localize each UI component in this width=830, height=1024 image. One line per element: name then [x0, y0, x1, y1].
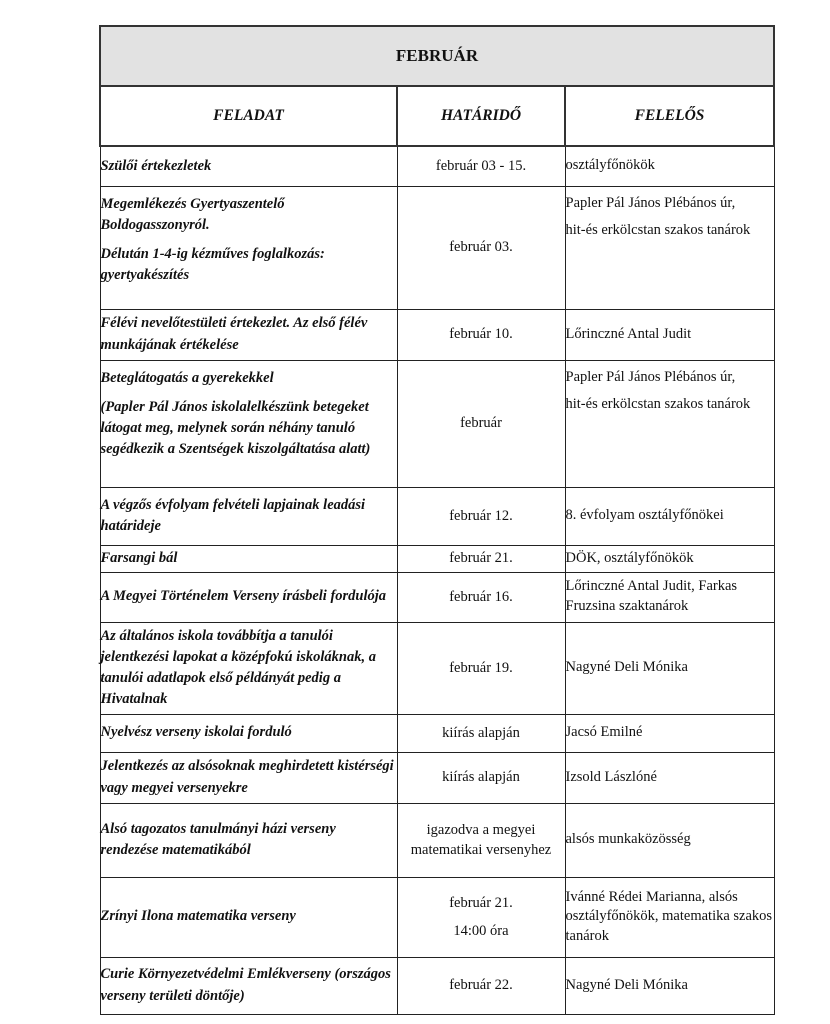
- responsible-cell: [565, 309, 774, 360]
- column-header-deadline: HATÁRIDŐ: [397, 86, 565, 146]
- task-cell: [100, 877, 397, 957]
- deadline-cell: [397, 360, 565, 487]
- task-cell-text: Beteglátogatás a gyerekekkel: [100, 369, 274, 386]
- table-row: [100, 186, 774, 309]
- responsible-cell: [565, 877, 774, 957]
- task-cell: [100, 752, 397, 803]
- column-header-row: [100, 86, 774, 146]
- deadline-cell: [397, 572, 565, 622]
- responsible-cell-text: Ivánné Rédei Marianna, alsós osztályfőnökök, matematika szakos tanárok: [565, 888, 773, 944]
- task-cell: [100, 487, 397, 545]
- deadline-cell: [397, 487, 565, 545]
- february-schedule-table: [99, 25, 775, 1015]
- task-cell-text: Nyelvész verseny iskolai forduló: [100, 724, 292, 741]
- responsible-cell-text: Papler Pál János Plébános úr,: [565, 194, 736, 211]
- responsible-cell-text: Lőrinczné Antal Judit: [565, 325, 692, 342]
- table-row: [100, 752, 774, 803]
- column-header-task: FELADAT: [100, 86, 397, 146]
- table-row: [100, 622, 774, 714]
- responsible-cell-text: alsós munkaközösség: [565, 831, 691, 848]
- responsible-cell-text: DÖK, osztályfőnökök: [565, 549, 694, 566]
- table-row: [100, 957, 774, 1014]
- deadline-cell-text: február 22.: [449, 977, 513, 994]
- responsible-cell: [565, 186, 774, 309]
- deadline-cell: [397, 622, 565, 714]
- deadline-cell-text: február 16.: [449, 588, 513, 605]
- task-cell-text: Alsó tagozatos tanulmányi házi verseny rendezése matematikából: [100, 820, 336, 858]
- deadline-cell-text: február: [460, 415, 502, 432]
- deadline-cell-text: 14:00 óra: [453, 923, 509, 939]
- table-row: [100, 360, 774, 487]
- task-cell: [100, 545, 397, 572]
- task-cell: [100, 146, 397, 186]
- responsible-cell-text: Izsold Lászlóné: [565, 768, 657, 785]
- task-cell-text: Félévi nevelőtestületi értekezlet. Az első félév munkájának értékelése: [100, 315, 368, 353]
- task-cell-text: Farsangi bál: [100, 549, 178, 566]
- deadline-cell: [397, 309, 565, 360]
- task-cell: [100, 360, 397, 487]
- task-cell-text: (Papler Pál János iskolalelkészünk betegeket látogat meg, melynek során néhány tanuló segédkezik a Szentségek kiszolgáltatása alatt): [100, 398, 371, 457]
- task-cell-text: A Megyei Történelem Verseny írásbeli fordulója: [100, 588, 387, 605]
- responsible-cell: [565, 146, 774, 186]
- task-cell: [100, 186, 397, 309]
- schedule-body: [100, 146, 774, 1014]
- task-cell-text: A végzős évfolyam felvételi lapjainak leadási határideje: [100, 496, 366, 534]
- deadline-cell-text: igazodva a megyei matematikai versenyhez: [410, 821, 552, 858]
- task-cell-text: Szülői értekezletek: [100, 157, 212, 174]
- table-row: [100, 877, 774, 957]
- column-header-responsible: FELELŐS: [565, 86, 774, 146]
- responsible-cell-text: Nagyné Deli Mónika: [565, 976, 688, 993]
- responsible-cell: [565, 545, 774, 572]
- task-cell-text: Curie Környezetvédelmi Emlékverseny (országos verseny területi döntője): [100, 966, 391, 1004]
- table-row: [100, 309, 774, 360]
- task-cell: [100, 803, 397, 877]
- responsible-cell: [565, 957, 774, 1014]
- deadline-cell: [397, 545, 565, 572]
- responsible-cell-text: Papler Pál János Plébános úr,: [565, 368, 736, 385]
- table-row: [100, 572, 774, 622]
- deadline-cell-text: február 19.: [449, 659, 513, 676]
- responsible-cell: [565, 572, 774, 622]
- month-title: FEBRUÁR: [100, 26, 774, 86]
- responsible-cell: [565, 622, 774, 714]
- deadline-cell-text: február 03.: [449, 239, 513, 256]
- responsible-cell-text: hit-és erkölcstan szakos tanárok: [565, 396, 751, 413]
- task-cell-text: Zrínyi Ilona matematika verseny: [100, 908, 296, 925]
- task-cell: [100, 622, 397, 714]
- task-cell: [100, 714, 397, 752]
- responsible-cell: [565, 487, 774, 545]
- responsible-cell-text: Nagyné Deli Mónika: [565, 659, 688, 676]
- deadline-cell: [397, 752, 565, 803]
- task-cell-text: Délután 1-4-ig kézműves foglalkozás: gyertyakészítés: [100, 245, 325, 283]
- responsible-cell-text: hit-és erkölcstan szakos tanárok: [565, 222, 751, 239]
- responsible-cell-text: osztályfőnökök: [565, 157, 655, 174]
- task-cell-text: Az általános iskola továbbítja a tanulói jelentkezési lapokat a középfokú iskoláknak, a tanulói adatlapok első példányát pedig a Hivatalnak: [100, 627, 376, 708]
- deadline-cell-text: február 21.: [449, 894, 513, 911]
- deadline-cell-text: kiírás alapján: [442, 724, 520, 741]
- responsible-cell: [565, 360, 774, 487]
- task-cell: [100, 957, 397, 1014]
- table-row: [100, 803, 774, 877]
- deadline-cell: [397, 957, 565, 1014]
- responsible-cell-text: Lőrinczné Antal Judit, Farkas Fruzsina szaktanárok: [565, 578, 738, 614]
- task-cell-text: Megemlékezés Gyertyaszentelő Boldogasszonyról.: [100, 195, 285, 233]
- table-row: [100, 545, 774, 572]
- responsible-cell: [565, 752, 774, 803]
- deadline-cell-text: február 03 - 15.: [435, 158, 527, 175]
- task-cell-text: Jelentkezés az alsósoknak meghirdetett kistérségi vagy megyei versenyekre: [100, 758, 394, 796]
- deadline-cell-text: február 12.: [449, 507, 513, 524]
- deadline-cell: [397, 877, 565, 957]
- table-row: [100, 487, 774, 545]
- table-row: [100, 714, 774, 752]
- responsible-cell: [565, 714, 774, 752]
- responsible-cell-text: Jacsó Emilné: [565, 724, 643, 741]
- deadline-cell-text: február 10.: [449, 326, 513, 343]
- table-row: [100, 146, 774, 186]
- task-cell: [100, 572, 397, 622]
- deadline-cell: [397, 186, 565, 309]
- deadline-cell: [397, 714, 565, 752]
- deadline-cell-text: február 21.: [449, 550, 513, 567]
- deadline-cell-text: kiírás alapján: [442, 769, 520, 786]
- responsible-cell-text: 8. évfolyam osztályfőnökei: [565, 507, 724, 524]
- deadline-cell: [397, 803, 565, 877]
- deadline-cell: [397, 146, 565, 186]
- month-header-row: [100, 26, 774, 86]
- task-cell: [100, 309, 397, 360]
- responsible-cell: [565, 803, 774, 877]
